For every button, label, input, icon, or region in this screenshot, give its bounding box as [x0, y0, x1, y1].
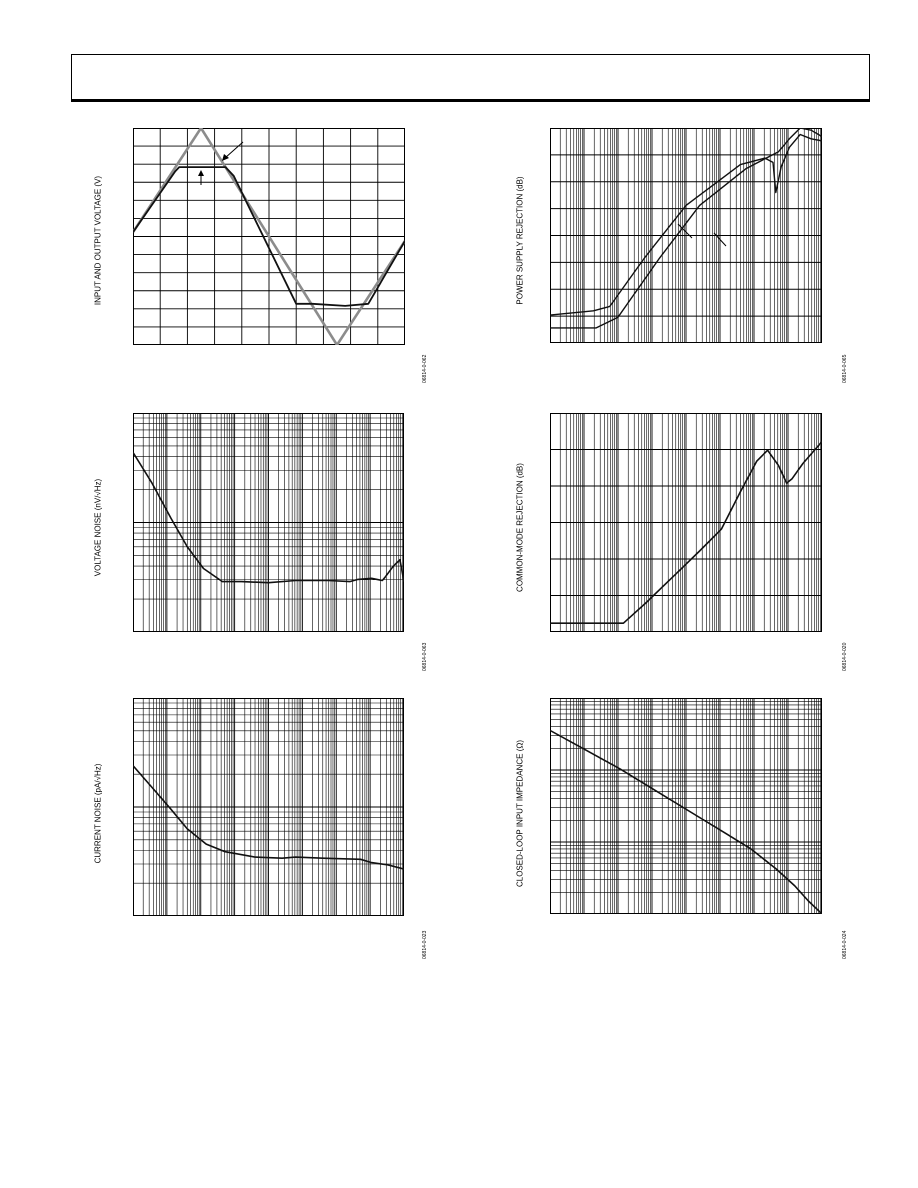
figure-id: 06814-0-023	[422, 930, 428, 959]
y-axis-label: CURRENT NOISE (pA/√Hz)	[93, 763, 103, 864]
figure-id: 06814-0-024	[842, 930, 848, 959]
figure-id: 06814-0-063	[422, 642, 428, 671]
input-output-voltage-chart	[133, 128, 405, 345]
power-supply-rejection-chart	[550, 128, 822, 343]
grid-lines	[133, 698, 404, 916]
grid-lines	[550, 413, 822, 632]
current-noise-chart	[133, 698, 404, 916]
closed-loop-input-impedance-chart	[550, 698, 822, 914]
y-axis-label: COMMON-MODE REJECTION (dB)	[515, 463, 525, 592]
y-axis-label: INPUT AND OUTPUT VOLTAGE (V)	[93, 175, 103, 306]
voltage-noise-chart	[133, 413, 404, 632]
figure-id: 06814-0-065	[842, 354, 848, 383]
y-axis-label: VOLTAGE NOISE (nV/√Hz)	[93, 478, 103, 577]
page-header-box	[71, 54, 870, 102]
grid-lines	[550, 698, 822, 914]
figure-id: 06814-0-020	[842, 642, 848, 671]
figure-id: 06814-0-062	[422, 354, 428, 383]
y-axis-label: CLOSED-LOOP INPUT IMPEDANCE (Ω)	[515, 739, 525, 888]
arrow-head	[198, 170, 204, 176]
y-axis-label: POWER SUPPLY REJECTION (dB)	[515, 176, 525, 305]
common-mode-rejection-chart	[550, 413, 822, 632]
annotation-arrow	[225, 142, 243, 158]
